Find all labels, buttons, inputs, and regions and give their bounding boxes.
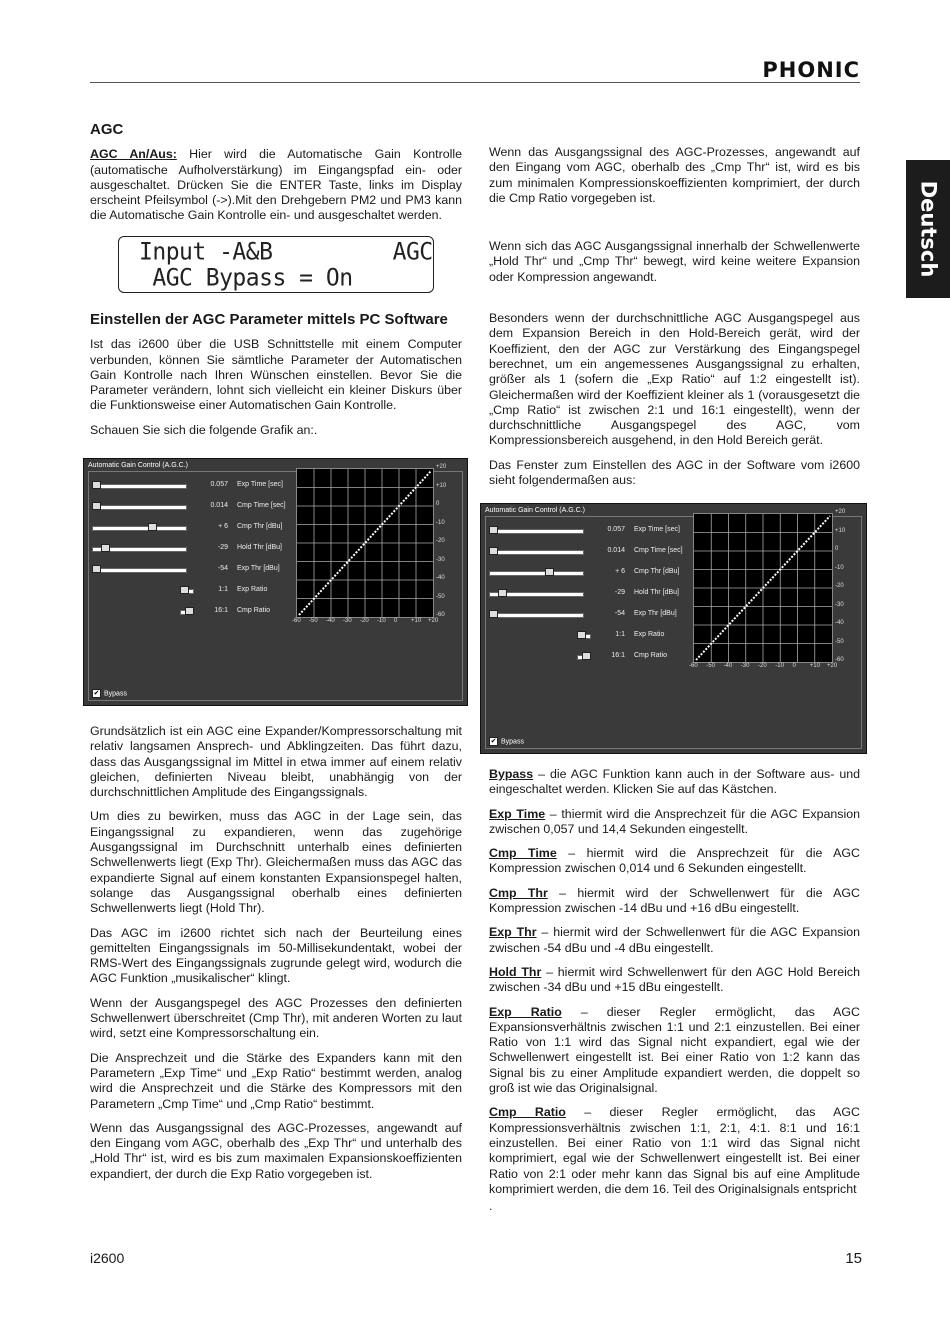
- param-cmp-ratio-text: – dieser Regler ermöglicht, das AGC Kompressionsverhältnis zwischen 1:1, 2:1, 4:1. 8:1 und 16:1 einzustellen. Bei einer Ratio von 1:1 wird das Signal nicht komprimiert, egal wie der Schwellenwert eingestellt ist. Bei einer Ratio von 2:1 oder mehr kann das Signal bis auf eine Amplitude komprimiert werden, die dem 16. Teil des Originalsignals entspricht: [489, 1105, 860, 1196]
- x-tick-label: -50: [309, 618, 318, 624]
- right-column-params: [489, 767, 860, 1223]
- bypass-checkbox-row[interactable]: [92, 689, 127, 698]
- left-column-top: [90, 122, 462, 233]
- param-value: 1:1: [218, 586, 228, 593]
- y-tick-label: +10: [436, 482, 447, 489]
- slider-track[interactable]: [489, 550, 584, 555]
- param-label: Hold Thr [dBu]: [237, 544, 283, 551]
- body-paragraph-5: Die Ansprechzeit und die Stärke des Expanders kann mit den Parametern „Exp Time“ und „Exp Ratio“ bestimmt werden, analog wird die Ansprechzeit und die Stärke des Kompressors mit den Parametern „Cmp Time“ und „Cmp Ratio“ bestimmt.: [90, 1050, 462, 1111]
- lcd-line-2: AGC Bypass = On: [139, 264, 353, 292]
- y-tick-label: -20: [436, 538, 445, 544]
- x-tick-label: -20: [360, 618, 369, 624]
- slider-knob[interactable]: [101, 544, 110, 552]
- y-tick-label: -10: [436, 519, 445, 526]
- body-paragraph-1: Grundsätzlich ist ein AGC eine Expander/Kompressorschaltung mit relativ langsamen Ansprech- und Abklingzeiten. Das führt dazu, dass das Ausgangssignal im Mittel in etwa immer auf einem relativ gleichen, definierten Niveau bleibt, unabhängig von der durchschnittlichen Amplitude des Eingangssignals.: [90, 724, 462, 800]
- param-slider[interactable]: [92, 502, 187, 511]
- slider-track[interactable]: [489, 529, 584, 534]
- slider-knob[interactable]: [489, 610, 498, 618]
- footer-page-number: 15: [845, 1250, 862, 1267]
- transfer-graph: [693, 513, 833, 663]
- x-tick-label: -40: [326, 618, 335, 624]
- param-bypass-text: – die AGC Funktion kann auch in der Software aus- und eingeschaltet werden. Klicken Sie auf das Kästchen.: [489, 767, 860, 797]
- param-cmp-thr-text: – hiermit wird der Schwellenwert für die AGC Kompression zwischen -14 dBu und +16 dBu eingestellt.: [489, 885, 860, 916]
- x-tick-label: +10: [809, 663, 820, 669]
- body-paragraph-2: Um dies zu bewirken, muss das AGC in der Lage sein, das Eingangssignal zu expandieren, wenn das zugehörige Ausgangssignal im Durchschnitt unterhalb eines definierten Schwellenwerts liegt (Exp Thr). Gleichermaßen muss das AGC das expandierte Signal auf einem konstanten Expansionspegel halten, solange das Ausgangssignal oberhalb eines definierten Schwellenwerts liegt (Hold Thr).: [90, 809, 462, 916]
- bypass-checkbox[interactable]: ✔: [490, 738, 497, 745]
- slider-knob[interactable]: [180, 586, 189, 594]
- y-tick-label: -10: [835, 564, 844, 571]
- param-value: 1:1: [615, 631, 625, 638]
- param-hold-thr-label: Hold Thr: [489, 964, 542, 979]
- x-tick-label: -30: [343, 618, 352, 624]
- x-tick-label: -60: [689, 663, 698, 669]
- transfer-graph-svg: [297, 469, 433, 617]
- param-cmp-ratio-label: Cmp Ratio: [489, 1105, 566, 1120]
- param-exp-time: [489, 807, 860, 838]
- param-slider[interactable]: [92, 544, 187, 553]
- param-exp-ratio-text: – dieser Regler ermöglicht, das AGC Expansionsverhältnis zwischen 1:1 und 2:1 einzustellen. Bei einer Ratio von 1:1 wird das Signal nicht expandiert, egal wie der Schwellenwert eingestellt ist. Bei einer Ratio von 1:2 kann das Signal bis zu einer Amplitude expandiert werden, die doppelt so groß ist wie das Originalsignal.: [489, 1004, 860, 1096]
- param-label: Exp Time [sec]: [237, 481, 283, 488]
- param-exp-thr: [489, 925, 860, 956]
- param-value: 0.014: [210, 502, 228, 509]
- param-value: + 6: [615, 568, 625, 575]
- param-label: Cmp Time [sec]: [634, 547, 683, 554]
- transfer-graph-svg: [694, 514, 832, 662]
- param-cmp-time-text: – hiermit wird die Ansprechzeit für die AGC Kompression zwischen 0,014 und 6 Sekunden eingestellt.: [489, 846, 860, 876]
- y-tick-label: +20: [835, 509, 846, 515]
- x-tick-label: -30: [740, 663, 750, 669]
- y-tick-label: 0: [835, 546, 839, 552]
- body-paragraph-3: Das AGC im i2600 richtet sich nach der Beurteilung eines gemittelten Eingangssignals im 50-Millisekundentakt, wobei der RMS-Wert des Eingangssignals zugrunde gelegt wird, wodurch die AGC Funktion „musikalischer“ klingt.: [90, 925, 462, 986]
- slider-knob[interactable]: [148, 523, 157, 531]
- footer-model: i2600: [90, 1250, 125, 1266]
- section-heading-agc: AGC: [90, 121, 124, 138]
- slider-knob[interactable]: [92, 502, 101, 510]
- param-hold-thr: [489, 965, 860, 996]
- slider-knob[interactable]: [92, 565, 101, 573]
- param-label: Cmp Thr [dBu]: [237, 523, 283, 530]
- agc-window-screenshot-left: [83, 458, 468, 706]
- x-tick-label: +20: [428, 618, 439, 624]
- param-value: -54: [614, 610, 625, 617]
- y-tick-label: -50: [835, 638, 844, 645]
- param-label: Exp Thr [dBu]: [237, 565, 280, 572]
- param-bypass: [489, 767, 860, 798]
- window-title: Automatic Gain Control (A.G.C.): [485, 507, 585, 514]
- slider-knob[interactable]: [498, 589, 507, 597]
- param-cmp-thr: [489, 886, 860, 917]
- param-exp-ratio: [489, 1005, 860, 1097]
- param-slider[interactable]: [489, 526, 584, 535]
- param-value: -54: [217, 565, 228, 572]
- y-tick-label: +10: [835, 527, 846, 534]
- x-tick-label: 0: [792, 663, 796, 669]
- body-paragraph-6: Wenn das Ausgangssignal des AGC-Prozesses, angewandt auf den Eingang vom AGC, oberhalb des „Exp Thr“ und unterhalb des „Hold Thr“ ist, wird es bis zum maximalen Expansionskoeffizienten expandiert, der durch die Exp Ratio vorgegeben ist.: [90, 1120, 462, 1181]
- param-label: Cmp Ratio: [237, 607, 271, 614]
- language-tab: [906, 160, 950, 298]
- param-label: Exp Ratio: [237, 586, 268, 593]
- slider-track[interactable]: [92, 568, 187, 573]
- param-label: Cmp Thr [dBu]: [634, 568, 680, 575]
- header-rule: [90, 82, 860, 83]
- param-slider[interactable]: [92, 565, 187, 574]
- y-tick-label: -20: [835, 583, 844, 589]
- param-exp-time-label: Exp Time: [489, 806, 546, 821]
- param-value: 16:1: [214, 607, 228, 614]
- slider-knob[interactable]: [545, 568, 554, 576]
- y-tick-label: -40: [436, 575, 445, 581]
- param-value: 0.057: [607, 526, 625, 533]
- x-tick-label: -10: [775, 663, 784, 669]
- right-paragraph-3: Besonders wenn der durchschnittliche AGC Ausgangspegel aus dem Expansion Bereich in den Hold-Bereich gerät, wird der Koeffizient, den der AGC zur Verstärkung des Eingangspegel berechnet, um ein angemessenes Ausgangssignal zu erhalten, größer als 1 (sofern die „Exp Ratio“ auf 1:2 eingestellt ist). Gleichermaßen wird der Koeffizient kleiner als 1 (vorausgesetzt die „Cmp Ratio“ ist zwischen 2:1 und 16:1 eingestellt), wenn der durchschnittliche Ausgangspegel des AGC, vom Kompressionsbereich ausgehend, in den Hold Bereich gerät.: [489, 311, 860, 448]
- y-tick-label: -30: [436, 556, 445, 563]
- bypass-checkbox-label: Bypass: [104, 690, 127, 698]
- right-column-top: [489, 145, 860, 497]
- param-cmp-time-label: Cmp Time: [489, 846, 557, 861]
- param-exp-ratio-label: Exp Ratio: [489, 1004, 562, 1019]
- y-tick-label: -60: [436, 612, 445, 618]
- param-bypass-label: Bypass: [489, 767, 534, 781]
- window-title: Automatic Gain Control (A.G.C.): [88, 462, 188, 469]
- x-tick-label: 0: [394, 618, 398, 624]
- slider-track[interactable]: [92, 505, 187, 510]
- param-value: + 6: [218, 523, 228, 530]
- section-heading-pc-software: Einstellen der AGC Parameter mittels PC Software: [90, 311, 448, 328]
- right-paragraph-1: Wenn das Ausgangssignal des AGC-Prozesses, angewandt auf den Eingang vom AGC, oberhalb des „Cmp Thr“ ist, wird es bis zum minimalen Kompressionskoeffizienten komprimiert, der durch die Cmp Ratio vorgegeben ist.: [489, 145, 860, 205]
- param-exp-time-text: – thiermit wird die Ansprechzeit für die AGC Expansion zwischen 0,057 und 14,4 Sekunden eingestellt.: [489, 806, 860, 836]
- left-column-pc: [90, 312, 462, 447]
- param-value: 0.057: [210, 481, 228, 488]
- body-paragraph-4: Wenn der Ausgangspegel des AGC Prozesses den definierten Schwellenwert überschreitet (Cmp Thr), mit anderen Worten zu laut wird, setzt eine Kompressorschaltung ein.: [90, 995, 462, 1041]
- param-label: Hold Thr [dBu]: [634, 589, 680, 596]
- param-slider[interactable]: [489, 568, 584, 577]
- lcd-line-1: Input -A&B AGC: [139, 238, 433, 266]
- slider-track[interactable]: [489, 571, 584, 576]
- x-tick-label: -40: [723, 663, 733, 669]
- left-column-body: [90, 724, 462, 1191]
- slider-knob[interactable]: [92, 481, 101, 489]
- y-tick-label: -40: [835, 620, 844, 626]
- y-tick-label: -30: [835, 601, 844, 608]
- param-slider[interactable]: [489, 589, 584, 598]
- x-tick-label: -20: [758, 663, 767, 669]
- slider-knob[interactable]: [489, 547, 498, 555]
- param-label: Cmp Ratio: [634, 652, 668, 659]
- param-slider[interactable]: [92, 523, 187, 532]
- x-tick-label: +10: [411, 618, 422, 624]
- param-value: -29: [614, 589, 625, 596]
- param-label: Exp Ratio: [634, 631, 665, 638]
- agc-on-off-text: Hier wird die Automatische Gain Kontrolle (automatische Aufholverstärkung) im Eingangspfad ein- oder ausgeschaltet. Drücken Sie die ENTER Taste, links im Display erscheint Pfeilsymbol (->).Mit den Drehgebern PM2 und PM3 kann die Automatische Gain Kontrolle ein- und ausgeschaltet werden.: [90, 147, 462, 223]
- param-slider[interactable]: [489, 547, 584, 556]
- transfer-graph: [296, 468, 434, 618]
- param-cmp-thr-label: Cmp Thr: [489, 885, 548, 900]
- param-label: Exp Thr [dBu]: [634, 610, 677, 617]
- brand-logo: PHONIC: [762, 58, 860, 82]
- param-exp-thr-label: Exp Thr: [489, 925, 537, 940]
- right-paragraph-4: Das Fenster zum Einstellen des AGC in der Software vom i2600 sieht folgendermaßen aus:: [489, 457, 860, 488]
- param-label: Exp Time [sec]: [634, 526, 680, 533]
- slider-track[interactable]: [92, 526, 187, 531]
- x-tick-label: -10: [377, 618, 386, 624]
- agc-on-off-label: AGC An/Aus:: [90, 147, 177, 162]
- slider-track[interactable]: [489, 613, 584, 618]
- param-hold-thr-text: – hiermit wird Schwellenwert für den AGC Hold Bereich zwischen -34 dBu und +15 dBu eingestellt.: [489, 964, 860, 995]
- slider-track[interactable]: [92, 484, 187, 489]
- param-slider[interactable]: [92, 481, 187, 490]
- lcd-display: [118, 236, 434, 293]
- param-value: 16:1: [611, 652, 625, 659]
- bypass-checkbox[interactable]: ✔: [93, 690, 100, 697]
- param-cmp-time: [489, 846, 860, 877]
- y-tick-label: -50: [436, 593, 445, 600]
- bypass-checkbox-row[interactable]: [489, 737, 524, 746]
- pc-paragraph-1: Ist das i2600 über die USB Schnittstelle mit einem Computer verbunden, können Sie sämtliche Parameter der Automatischen Gain Kontrolle nach Ihren Wünschen einstellen. Bevor Sie die Parameter verändern, lohnt sich vielleicht ein kleiner Diskurs über die Funktionsweise einer Automatischen Gain Kontrolle.: [90, 337, 462, 413]
- param-label: Cmp Time [sec]: [237, 502, 286, 509]
- param-exp-thr-text: – hiermit wird der Schwellenwert für die AGC Expansion zwischen -54 dBu und -4 dBu eingestellt.: [489, 925, 860, 955]
- y-tick-label: 0: [436, 501, 440, 507]
- y-tick-label: +20: [436, 464, 447, 470]
- x-tick-label: +20: [827, 663, 838, 669]
- trailing-dot: .: [489, 1199, 493, 1214]
- param-cmp-ratio: [489, 1105, 860, 1197]
- agc-on-off-paragraph: [90, 147, 462, 223]
- bypass-checkbox-label: Bypass: [501, 738, 524, 746]
- slider-knob[interactable]: [489, 526, 498, 534]
- x-tick-label: -50: [706, 663, 715, 669]
- agc-window-screenshot-right: [480, 503, 867, 754]
- slider-knob[interactable]: [577, 631, 586, 639]
- right-paragraph-2: Wenn sich das AGC Ausgangssignal innerhalb der Schwellenwerte „Hold Thr“ und „Cmp Thr“ bewegt, wird keine weitere Expansion oder Kompression angewandt.: [489, 239, 860, 284]
- param-value: 0.014: [607, 547, 625, 554]
- y-tick-label: -60: [835, 657, 844, 663]
- pc-paragraph-2: Schauen Sie sich die folgende Grafik an:.: [90, 422, 318, 437]
- language-tab-label: Deutsch: [916, 180, 940, 278]
- param-slider[interactable]: [489, 610, 584, 619]
- param-value: -29: [217, 544, 228, 551]
- x-tick-label: -60: [292, 618, 301, 624]
